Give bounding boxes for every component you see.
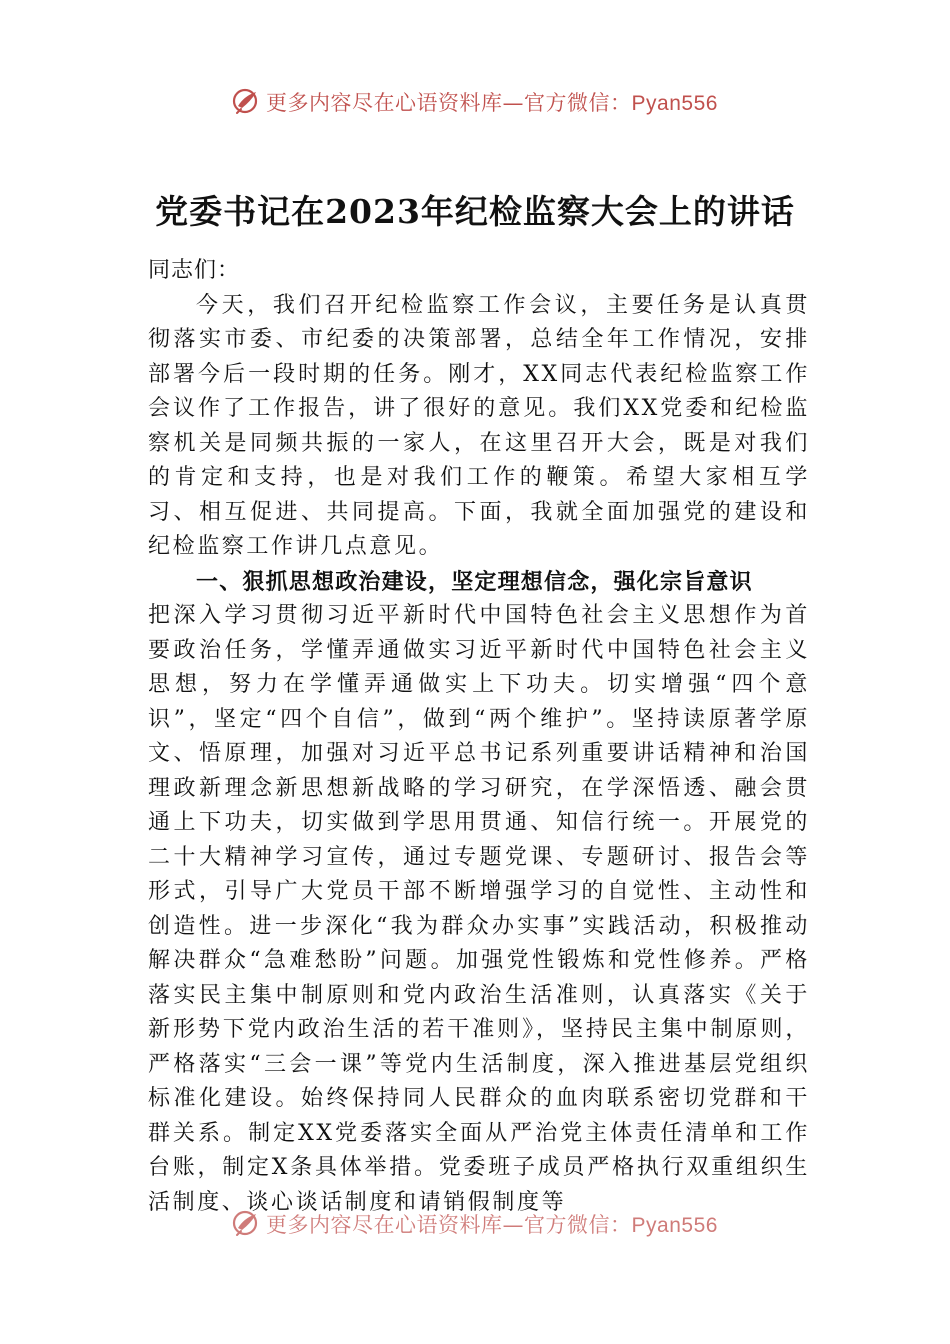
watermark-wechat-id: Pyan556 bbox=[631, 92, 718, 115]
watermark-wechat-id: Pyan556 bbox=[631, 1214, 718, 1237]
writing-hand-logo-icon bbox=[232, 86, 262, 116]
salutation: 同志们： bbox=[148, 258, 241, 283]
watermark-text: 更多内容尽在心语资料库—官方微信： bbox=[266, 91, 632, 115]
watermark-header bbox=[0, 86, 950, 117]
writing-hand-logo-icon bbox=[232, 1208, 262, 1238]
section-1-paragraph: 把深入学习贯彻习近平新时代中国特色社会主义思想作为首要政治任务，学懂弄通做实习近平新时代中国特色社会主义思想，努力在学懂弄通做实上下功夫。切实增强“四个意识”，坚定“四个自信”，做到“两个维护”。坚持读原著学原文、悟原理，加强对习近平总书记系列重要讲话精神和治国理政新理念新思想新战略的学习研究，在学深悟透、融会贯通上下功夫，切实做到学思用贯通、知信行统一。开展党的二十大精神学习宣传，通过专题党课、专题研讨、报告会等形式，引导广大党员干部不断增强学习的自觉性、主动性和创造性。进一步深化“我为群众办实事”实践活动，积极推动解决群众“急难愁盼”问题。加强党性锻炼和党性修养。严格落实民主集中制原则和党内政治生活准则，认真落实《关于新形势下党内政治生活的若干准则》，坚持民主集中制原则，严格落实“三会一课”等党内生活制度，深入推进基层党组织标准化建设。始终保持同人民群众的血肉联系密切党群和干群关系。制定XX党委落实全面从严治党主体责任清单和工作台账，制定X条具体举措。党委班子成员严格执行双重组织生活制度、谈心谈话制度和请销假制度等 bbox=[148, 603, 810, 1215]
intro-paragraph: 今天，我们召开纪检监察工作会议，主要任务是认真贯彻落实市委、市纪委的决策部署，总结全年工作情况，安排部署今后一段时期的任务。刚才，XX同志代表纪检监察工作会议作了工作报告，讲了很好的意见。我们XX党委和纪检监察机关是同频共振的一家人，在这里召开大会，既是对我们的肯定和支持，也是对我们工作的鞭策。希望大家相互学习、相互促进、共同提高。下面，我就全面加强党的建设和纪检监察工作讲几点意见。 bbox=[148, 292, 810, 559]
document-title: 党委书记在2023年纪检监察大会上的讲话 bbox=[155, 192, 795, 231]
watermark-footer bbox=[0, 1208, 950, 1239]
watermark-text: 更多内容尽在心语资料库—官方微信： bbox=[266, 1213, 632, 1237]
document-body bbox=[148, 254, 810, 1220]
section-1-heading: 一、狠抓思想政治建设，坚定理想信念，强化宗旨意识 bbox=[196, 568, 753, 595]
